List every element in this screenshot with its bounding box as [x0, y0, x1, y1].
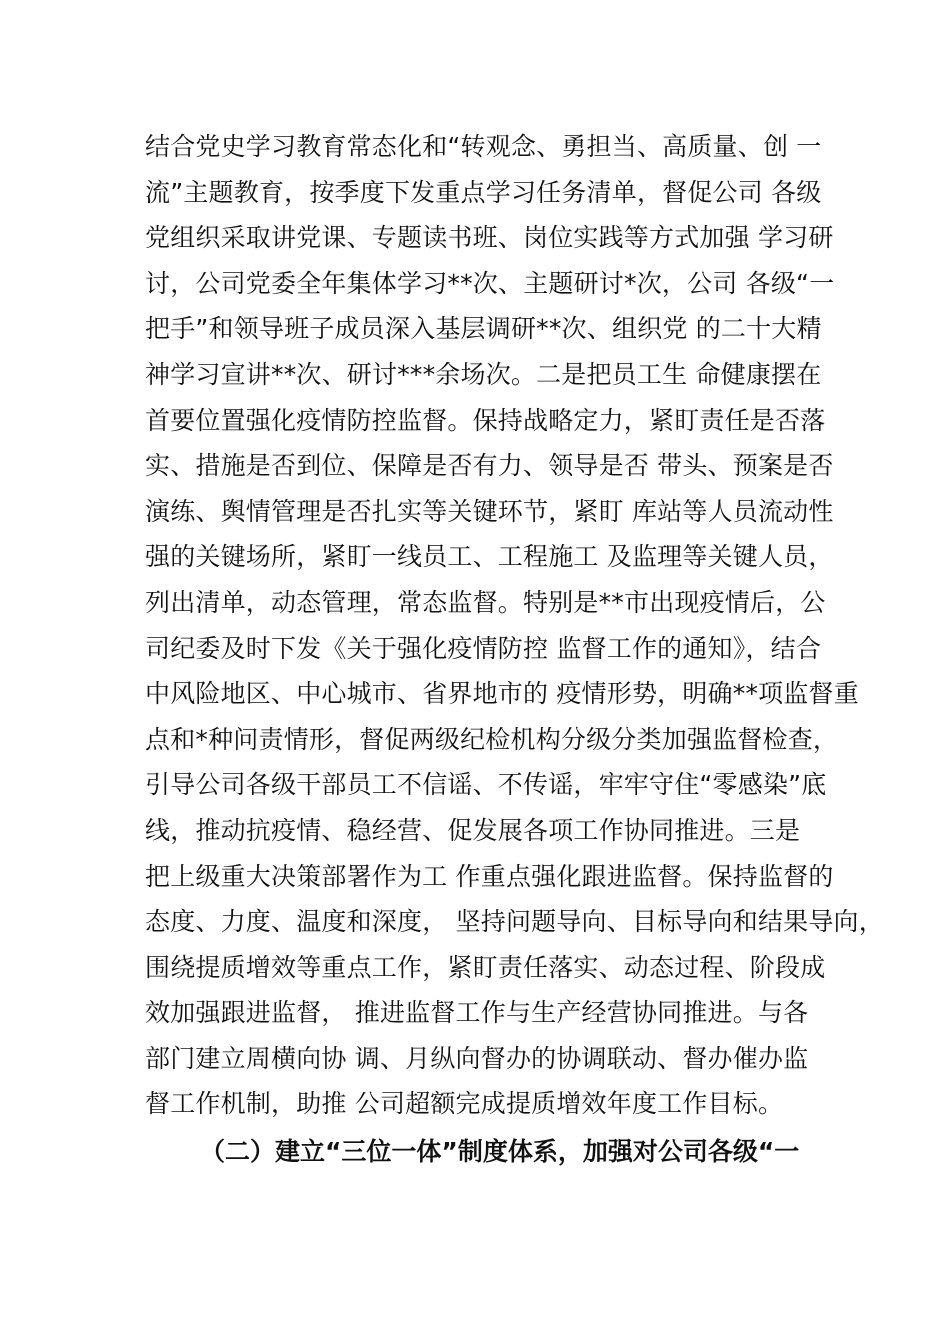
- body-line: 把上级重大决策部署作为工 作重点强化跟进监督。保持监督的: [145, 861, 834, 891]
- body-line: 线，推动抗疫情、稳经营、促发展各项工作协同推进。三是: [145, 815, 801, 845]
- body-line: 流”主题教育，按季度下发重点学习任务清单，督促公司 各级: [145, 177, 822, 207]
- body-line: 结合党史学习教育常态化和“转观念、勇担当、高质量、创 一: [145, 132, 822, 161]
- body-line: 引导公司各级干部员工不信谣、不传谣，牢牢守住“零感染”底: [145, 770, 827, 800]
- body-line: 首要位置强化疫情防控监督。保持战略定力，紧盯责任是否落: [145, 405, 826, 435]
- body-line: 中风险地区、中心城市、省界地市的 疫情形势，明确**项监督重: [145, 679, 859, 709]
- body-line: 态度、力度、温度和深度， 坚持问题导向、目标导向和结果导向，: [145, 907, 884, 937]
- body-line: 党组织采取讲党课、专题读书班、岗位实践等方式加强 学习研: [145, 223, 834, 253]
- section-heading: （二）建立“三位一体”制度体系，加强对公司各级“一: [200, 1137, 800, 1166]
- body-line: 司纪委及时下发《关于强化疫情防控 监督工作的通知》，结合: [145, 633, 822, 663]
- body-line: 效加强跟进监督， 推进监督工作与生产经营协同推进。与各: [145, 998, 809, 1028]
- body-line: 部门建立周横向协 调、月纵向督办的协调联动、督办催办监: [145, 1043, 809, 1073]
- body-line: 演练、舆情管理是否扎实等关键环节，紧盯 库站等人员流动性: [145, 496, 834, 526]
- body-line: 围绕提质增效等重点工作，紧盯责任落实、动态过程、阶段成: [145, 952, 826, 982]
- body-line: 督工作机制，助推 公司超额完成提质增效年度工作目标。: [145, 1089, 784, 1119]
- body-line: 实、措施是否到位、保障是否有力、领导是否 带头、预案是否: [145, 451, 834, 481]
- body-line: 列出清单，动态管理，常态监督。特别是**市出现疫情后，公: [145, 587, 826, 617]
- body-line: 讨，公司党委全年集体学习**次、主题研讨*次，公司 各级“一: [145, 268, 835, 298]
- body-line: 强的关键场所，紧盯一线员工、工程施工 及监理等关键人员，: [145, 542, 834, 572]
- body-paragraph: [145, 124, 884, 1127]
- body-line: 神学习宣讲**次、研讨***余场次。二是把员工生 命健康摆在: [145, 359, 822, 389]
- body-line: 把手”和领导班子成员深入基层调研**次、组织党 的二十大精: [145, 314, 822, 344]
- body-line: 点和*种问责情形，督促两级纪检机构分级分类加强监督检查，: [145, 724, 839, 754]
